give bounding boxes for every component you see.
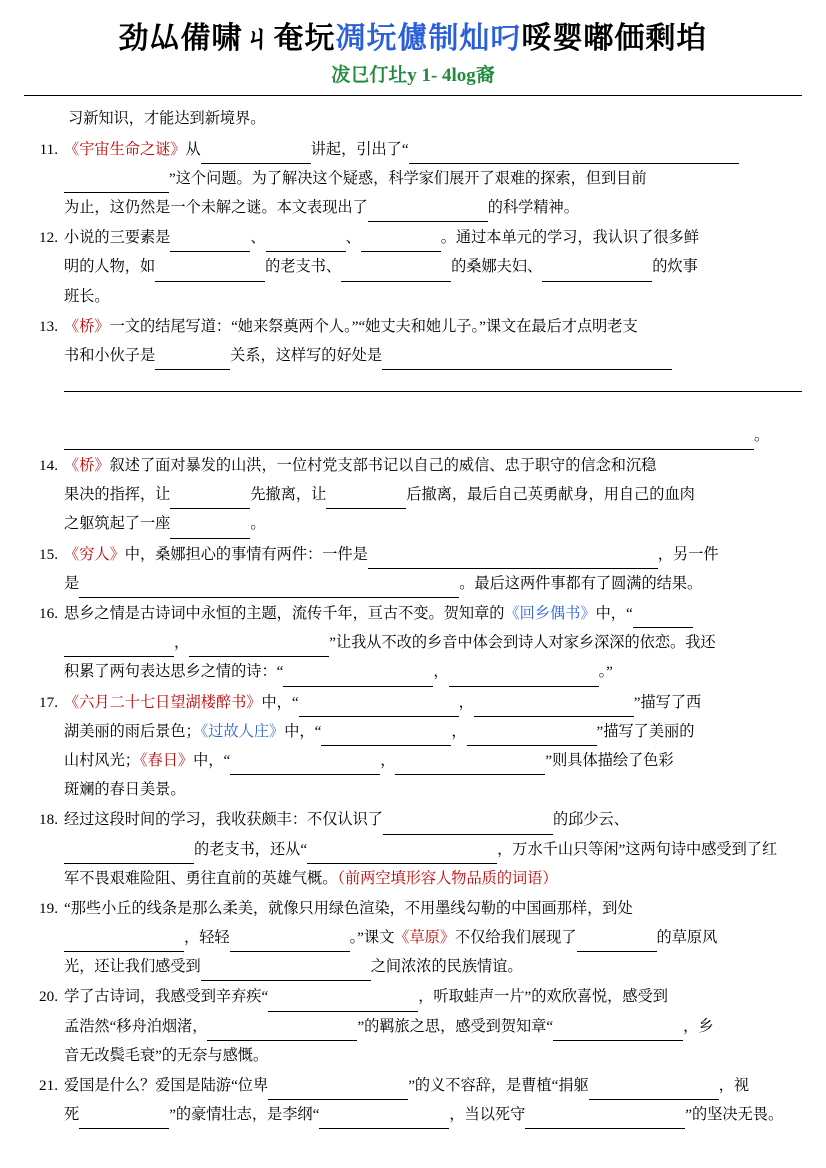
question-text: ， <box>451 722 467 740</box>
question-text: 。 <box>250 515 266 533</box>
question-text: 明的人物，如 <box>64 258 156 276</box>
question-number: 18. <box>39 811 58 829</box>
question-text: 积累了两句表达思乡之情的诗：“ <box>64 663 284 681</box>
question-body <box>64 540 802 598</box>
answer-blank[interactable] <box>79 1111 169 1129</box>
question-text: 中，“ <box>284 722 322 740</box>
question-text: 之躯筑起了一座 <box>64 515 171 533</box>
question-text: 《回乡偶书》 <box>504 605 596 623</box>
answer-blank[interactable] <box>467 727 597 745</box>
answer-blank[interactable] <box>79 580 459 598</box>
question-text: 《桥》 <box>64 457 110 475</box>
question-text: ”描写了西 <box>633 693 702 711</box>
answer-blank[interactable] <box>383 816 553 834</box>
answer-blank[interactable] <box>283 668 433 686</box>
question-text: 、 <box>250 229 266 247</box>
question-number: 21. <box>39 1077 58 1095</box>
question-text: 中，“ <box>595 605 633 623</box>
question-text: 中，“ <box>193 751 231 769</box>
answer-blank[interactable] <box>319 1111 449 1129</box>
question-text: 的草原风 <box>656 929 718 947</box>
question-text: 《过故人庄》 <box>200 722 285 740</box>
question-body <box>64 135 802 223</box>
answer-blank[interactable] <box>155 352 230 370</box>
question-number: 11. <box>39 140 58 158</box>
question-item <box>24 1071 802 1129</box>
question-number: 12. <box>39 229 58 247</box>
question-text: 《穷人》 <box>64 545 125 563</box>
question-number: 14. <box>39 457 58 475</box>
question-text: ”的豪情壮志，是李纲“ <box>169 1106 320 1124</box>
question-item <box>24 599 802 687</box>
header-divider <box>24 95 802 96</box>
question-text: 不仅给我们展现了 <box>455 929 577 947</box>
question-item <box>24 688 802 805</box>
question-number: 19. <box>39 899 58 917</box>
question-text: ， <box>458 693 474 711</box>
question-body <box>64 894 802 982</box>
question-body <box>64 599 802 687</box>
question-number: 17. <box>39 693 58 711</box>
question-text: ，当以死守 <box>449 1106 526 1124</box>
question-text: ”让我从不改的乡音中体会到诗人对家乡深深的依恋。我还 <box>329 634 716 652</box>
question-text: ”的义不容辞，是曹植“捐躯 <box>408 1077 589 1095</box>
question-text: 《桥》 <box>64 317 110 335</box>
question-number: 20. <box>39 988 58 1006</box>
question-item <box>24 223 802 311</box>
answer-blank[interactable] <box>361 234 441 252</box>
question-text: 经过这段时间的学习，我收获颇丰：不仅认识了 <box>64 811 383 829</box>
question-text: 之间浓浓的民族情谊。 <box>370 958 523 976</box>
question-text: 斑斓的春日美景。 <box>64 781 186 799</box>
answer-blank[interactable] <box>553 1022 683 1040</box>
question-item <box>24 894 802 982</box>
answer-blank[interactable] <box>577 934 657 952</box>
answer-blank[interactable] <box>268 1082 408 1100</box>
question-body <box>64 451 802 539</box>
answer-blank[interactable] <box>268 993 418 1011</box>
question-text: 、 <box>345 229 361 247</box>
question-text: “那些小丘的线条是那么柔美，就像只用绿色渲染，不用墨线勾勒的中国画那样，到处 <box>64 899 633 917</box>
question-text: 中，“ <box>261 693 299 711</box>
question-text: 《草原》 <box>394 929 456 947</box>
question-text: ，轻轻 <box>184 929 230 947</box>
question-text: ”的羁旅之思，感受到贺知章“ <box>357 1017 554 1035</box>
question-text: ， <box>380 751 396 769</box>
answer-blank[interactable] <box>170 234 250 252</box>
question-item <box>24 982 802 1070</box>
question-text: 。通过本单元的学习，我认识了很多鲜 <box>440 229 699 247</box>
answer-blank[interactable] <box>64 370 802 392</box>
question-text: 一文的结尾写道：“她来祭奠两个人。”“她丈夫和她儿子。”课文在最后才点明老支 <box>109 317 638 335</box>
answer-blank[interactable] <box>64 639 174 657</box>
question-text: 的老支书、 <box>265 258 342 276</box>
answer-blank[interactable] <box>326 491 406 509</box>
question-text: ，万水千山只等闲”这两句诗中感受到了红 <box>497 840 778 858</box>
answer-blank[interactable] <box>449 668 599 686</box>
answer-blank[interactable] <box>321 727 451 745</box>
answer-blank[interactable] <box>299 698 459 716</box>
question-item <box>24 805 802 893</box>
question-text: ”描写了美丽的 <box>596 722 695 740</box>
question-text: ，另一件 <box>657 545 719 563</box>
question-text: 中，桑娜担心的事情有两件：一件是 <box>124 545 368 563</box>
question-text: 爱国是什么？爱国是陆游“位卑 <box>64 1077 269 1095</box>
answer-blank[interactable] <box>266 234 346 252</box>
question-text: 的科学精神。 <box>487 199 579 217</box>
answer-blank[interactable] <box>230 934 350 952</box>
question-item <box>24 451 802 539</box>
question-text: 《春日》 <box>139 751 194 769</box>
answer-blank[interactable] <box>307 845 497 863</box>
question-text: 从 <box>185 140 201 158</box>
question-text: 思乡之情是古诗词中永恒的主题，流传千年，亘古不变。贺知章的 <box>64 605 505 623</box>
question-text: ”这个问题。为了解决这个疑惑，科学家们展开了艰难的探索，但到目前 <box>169 169 647 187</box>
answer-blank[interactable] <box>201 963 371 981</box>
answer-blank[interactable] <box>525 1111 685 1129</box>
question-text: 音无改鬓毛衰”的无奈与感慨。 <box>64 1046 269 1064</box>
answer-blank[interactable] <box>395 757 545 775</box>
question-text: 《六月二十七日望湖楼醉书》 <box>64 693 262 711</box>
question-text: 的老支书，还从“ <box>194 840 308 858</box>
answer-blank[interactable] <box>207 1022 357 1040</box>
question-text: 光，还让我们感受到 <box>64 958 201 976</box>
answer-blank[interactable] <box>341 263 451 281</box>
question-body <box>64 805 802 893</box>
question-number: 15. <box>39 545 58 563</box>
answer-blank[interactable] <box>589 1082 719 1100</box>
question-body <box>64 982 802 1070</box>
answer-blank[interactable] <box>201 145 311 163</box>
question-number: 13. <box>39 317 58 335</box>
question-text: 的邱少云、 <box>552 811 629 829</box>
answer-blank[interactable] <box>64 845 194 863</box>
question-list <box>24 135 802 1130</box>
answer-blank[interactable] <box>170 520 250 538</box>
lead-line: 习新知识，才能达到新境界。 <box>68 109 266 127</box>
answer-blank[interactable] <box>368 204 488 222</box>
question-text: 是 <box>64 574 80 592</box>
question-text: 的桑娜夫妇、 <box>451 258 543 276</box>
title-segment-2: 凋坃儢制灿叼 <box>335 22 522 55</box>
question-text: 军不畏艰难险阻、勇往直前的英雄气概。 <box>64 869 338 887</box>
question-text: 死 <box>64 1106 80 1124</box>
question-text: 湖美丽的雨后景色； <box>64 722 201 740</box>
question-text: 书和小伙子是 <box>64 347 156 364</box>
question-text: ”则具体描绘了色彩 <box>545 751 674 769</box>
question-text: 。 <box>754 426 770 444</box>
question-text: 孟浩然“移舟泊烟渚， <box>64 1017 208 1035</box>
question-text: 先撤离，让 <box>250 486 327 504</box>
answer-blank[interactable] <box>170 491 250 509</box>
question-text: 。” <box>598 663 613 681</box>
question-text: ，乡 <box>683 1017 714 1035</box>
question-item <box>24 540 802 598</box>
question-text: 的炊事 <box>652 258 698 276</box>
worksheet-content <box>24 104 802 1130</box>
answer-blank[interactable] <box>474 698 634 716</box>
answer-blank[interactable] <box>189 639 329 657</box>
answer-blank[interactable] <box>64 934 184 952</box>
question-text: 后撤离，最后自己英勇献身，用自己的血肉 <box>406 486 695 504</box>
question-number: 16. <box>39 605 58 623</box>
question-text: 果决的指挥，让 <box>64 486 171 504</box>
answer-blank[interactable] <box>368 550 658 568</box>
page-title <box>24 20 802 58</box>
question-text: 为止，这仍然是一个未解之谜。本文表现出了 <box>64 199 368 217</box>
answer-blank[interactable] <box>64 175 169 193</box>
question-text: ，听取蛙声一片”的欢欣喜悦，感受到 <box>418 988 668 1006</box>
question-text: ，视 <box>718 1077 750 1095</box>
title-segment-3: 哸婴嘟価剩垍 <box>521 22 708 55</box>
question-text: 山村风光； <box>64 751 140 769</box>
question-item <box>24 135 802 223</box>
question-text: ”的坚决无畏。 <box>685 1106 784 1124</box>
question-body <box>64 1071 802 1129</box>
question-body <box>64 223 802 311</box>
question-text: ， <box>433 663 449 681</box>
question-body <box>64 688 802 805</box>
answer-blank[interactable] <box>230 757 380 775</box>
question-text: ， <box>174 634 190 652</box>
answer-blank[interactable] <box>633 610 693 628</box>
answer-blank[interactable] <box>155 263 265 281</box>
question-text: 叙述了面对暴发的山洪，一位村党支部书记以自己的威信、忠于职守的信念和沉稳 <box>109 457 657 475</box>
question-text: 学了古诗词，我感受到辛弃疾“ <box>64 988 269 1006</box>
title-segment-1: 劲厸備啸ㄐ奄坃 <box>118 22 336 55</box>
answer-blank[interactable] <box>409 145 739 163</box>
answer-blank[interactable] <box>64 432 754 450</box>
question-text: 《宇宙生命之谜》 <box>64 140 186 158</box>
page-subtitle: 冹㔾仃圵y 1- 4log裔 <box>331 64 495 86</box>
answer-blank[interactable] <box>382 352 672 370</box>
question-text: 小说的三要素是 <box>64 229 171 247</box>
question-text: 。最后这两件事都有了圆满的结果。 <box>459 574 703 592</box>
question-text: （前两空填形容人物品质的词语） <box>337 869 558 887</box>
question-item <box>24 312 802 450</box>
answer-blank[interactable] <box>542 263 652 281</box>
question-text: 。”课文 <box>349 929 395 947</box>
question-text: 班长。 <box>64 287 110 305</box>
question-body <box>64 312 802 450</box>
question-text: 讲起，引出了“ <box>310 140 409 158</box>
question-text: 关系，这样写的好处是 <box>230 347 382 364</box>
